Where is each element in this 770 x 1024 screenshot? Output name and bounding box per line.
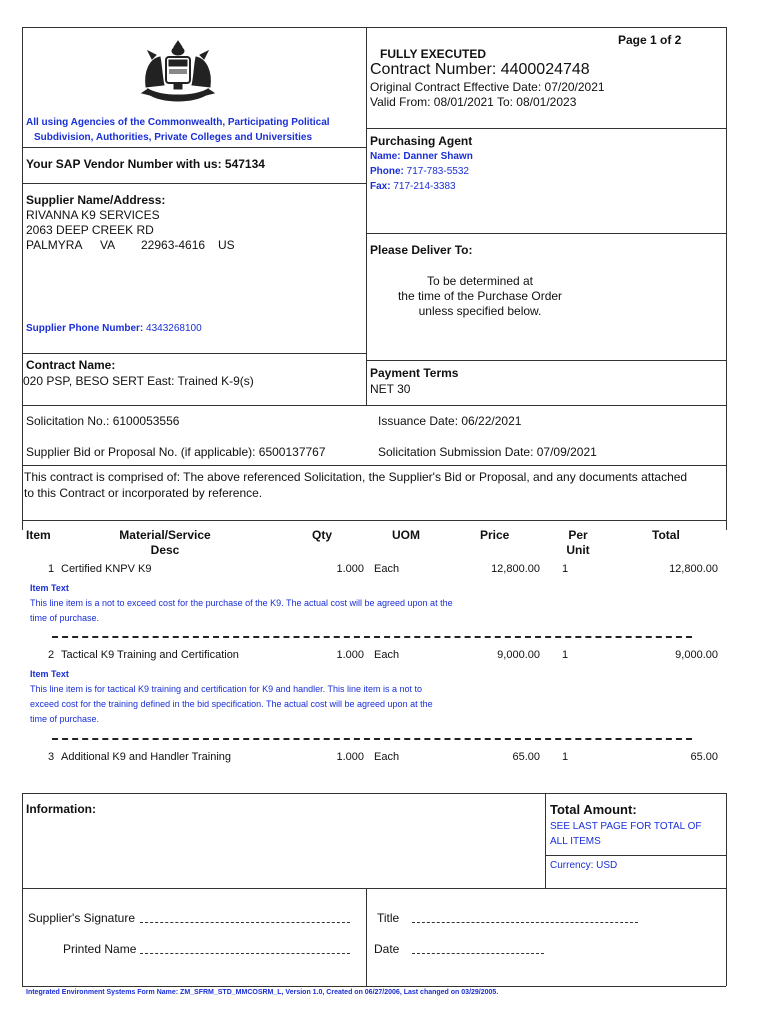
col-price: Price	[480, 528, 510, 542]
item-qty: 1.000	[336, 649, 364, 661]
supplier-city: PALMYRA	[26, 238, 83, 252]
item-desc: Additional K9 and Handler Training	[61, 751, 232, 763]
page-indicator: Page 1 of 2	[618, 33, 682, 47]
col-total: Total	[652, 528, 680, 542]
total-amount-heading: Total Amount:	[550, 802, 637, 817]
item-total: 12,800.00	[669, 563, 718, 575]
purchasing-agent-heading: Purchasing Agent	[370, 134, 473, 148]
submission-date: Solicitation Submission Date: 07/09/2021	[378, 445, 597, 459]
item-uom: Each	[374, 649, 400, 661]
valid-dates: Valid From: 08/01/2021 To: 08/01/2023	[370, 95, 577, 109]
printed-name-label: Printed Name	[63, 942, 137, 956]
col-per-1: Per	[568, 528, 588, 542]
title-label: Title	[377, 911, 400, 925]
contract-name-heading: Contract Name:	[26, 358, 116, 372]
supplier-phone-label: Supplier Phone Number:	[26, 323, 144, 334]
deliver-line-3: unless specified below.	[418, 304, 542, 318]
agent-fax-label: Fax:	[370, 181, 391, 192]
col-item: Item	[26, 528, 51, 542]
deliver-line-1: To be determined at	[426, 274, 534, 288]
agent-phone	[370, 166, 469, 177]
printed-name-line[interactable]	[140, 953, 350, 954]
item-separator	[52, 738, 692, 740]
item-qty: 1.000	[336, 751, 364, 763]
date-label: Date	[374, 942, 400, 956]
title-line[interactable]	[412, 922, 638, 923]
item-separator	[52, 636, 692, 638]
deliver-line-2: the time of the Purchase Order	[397, 289, 563, 303]
total-amount-line-2: ALL ITEMS	[550, 836, 601, 847]
supplier-heading: Supplier Name/Address:	[26, 193, 166, 207]
comprised-line-2: to this Contract or incorporated by reference.	[24, 486, 263, 500]
bid-number: Supplier Bid or Proposal No. (if applicable): 6500137767	[26, 445, 326, 459]
item-price: 12,800.00	[491, 563, 540, 575]
pennsylvania-coat-of-arms-icon	[138, 37, 218, 105]
currency: Currency: USD	[550, 860, 618, 871]
supplier-signature-line[interactable]	[140, 922, 350, 923]
agent-phone-value: 717-783-5532	[406, 166, 469, 177]
payment-terms-heading: Payment Terms	[370, 366, 459, 380]
item-price: 65.00	[512, 751, 540, 763]
item-desc: Certified KNPV K9	[61, 563, 152, 575]
item-text-line: time of purchase.	[30, 613, 100, 623]
item-text-line: time of purchase.	[30, 714, 100, 724]
status-label: FULLY EXECUTED	[380, 47, 487, 61]
item-uom: Each	[374, 563, 400, 575]
deliver-to-heading: Please Deliver To:	[370, 243, 473, 257]
item-number: 2	[48, 649, 55, 661]
item-desc: Tactical K9 Training and Certification	[61, 649, 239, 661]
item-price: 9,000.00	[497, 649, 540, 661]
supplier-name: RIVANNA K9 SERVICES	[26, 208, 160, 222]
date-line[interactable]	[412, 953, 544, 954]
agent-name-value: Danner Shawn	[403, 151, 473, 162]
contract-number: Contract Number: 4400024748	[370, 61, 590, 78]
original-effective-date: Original Contract Effective Date: 07/20/2021	[370, 80, 605, 94]
item-text-line: exceed cost for the training defined in the bid specification. The actual cost will be agreed upon at the	[30, 699, 433, 709]
agent-name	[370, 151, 473, 162]
vendor-number: Your SAP Vendor Number with us: 547134	[26, 157, 265, 171]
information-label: Information:	[26, 802, 96, 816]
form-footer: Integrated Environment Systems Form Name: ZM_SFRM_STD_MMCOSRM_L, Version 1.0, Created on 06/27/2006, Last changed on 03/29/2005.	[26, 989, 499, 996]
col-uom: UOM	[392, 528, 420, 542]
col-per-2: Unit	[566, 543, 590, 557]
agent-phone-label: Phone:	[370, 166, 404, 177]
item-per: 1	[562, 649, 569, 661]
item-total: 65.00	[690, 751, 718, 763]
comprised-line-1: This contract is comprised of: The above referenced Solicitation, the Supplier's Bid or Proposal, and any documents attached	[24, 470, 688, 484]
item-qty: 1.000	[336, 563, 364, 575]
item-text-line: This line item is a not to exceed cost for the purchase of the K9. The actual cost will be agreed upon at the	[30, 598, 453, 608]
contract-name-value: 020 PSP, BESO SERT East: Trained K-9(s)	[23, 374, 254, 388]
issuance-date: Issuance Date: 06/22/2021	[378, 414, 522, 428]
item-number: 3	[48, 751, 55, 763]
agencies-line-2: Subdivision, Authorities, Private Colleges and Universities	[34, 132, 313, 143]
payment-terms-value: NET 30	[370, 382, 411, 396]
supplier-phone-value: 4343268100	[146, 323, 202, 334]
total-amount-line-1: SEE LAST PAGE FOR TOTAL OF	[550, 821, 702, 832]
supplier-signature-label: Supplier's Signature	[28, 911, 136, 925]
item-number: 1	[48, 563, 55, 575]
col-qty: Qty	[312, 528, 333, 542]
agent-name-label: Name:	[370, 151, 401, 162]
supplier-zip: 22963-4616	[141, 238, 206, 252]
item-text-line: This line item is for tactical K9 training and certification for K9 and handler. This line item is a not to	[30, 684, 423, 694]
col-material-2: Desc	[150, 543, 180, 557]
supplier-country: US	[218, 238, 235, 252]
supplier-phone	[26, 323, 202, 334]
col-material-1: Material/Service	[119, 528, 211, 542]
supplier-state: VA	[100, 238, 116, 252]
item-per: 1	[562, 751, 569, 763]
item-total: 9,000.00	[675, 649, 718, 661]
agent-fax-value: 717-214-3383	[393, 181, 456, 192]
item-per: 1	[562, 563, 569, 575]
supplier-street: 2063 DEEP CREEK RD	[26, 223, 154, 237]
item-text-label: Item Text	[30, 583, 69, 593]
item-uom: Each	[374, 751, 400, 763]
solicitation-number: Solicitation No.: 6100053556	[26, 414, 180, 428]
agent-fax	[370, 181, 456, 192]
item-text-label: Item Text	[30, 669, 69, 679]
agencies-line-1: All using Agencies of the Commonwealth, Participating Political	[26, 117, 330, 128]
